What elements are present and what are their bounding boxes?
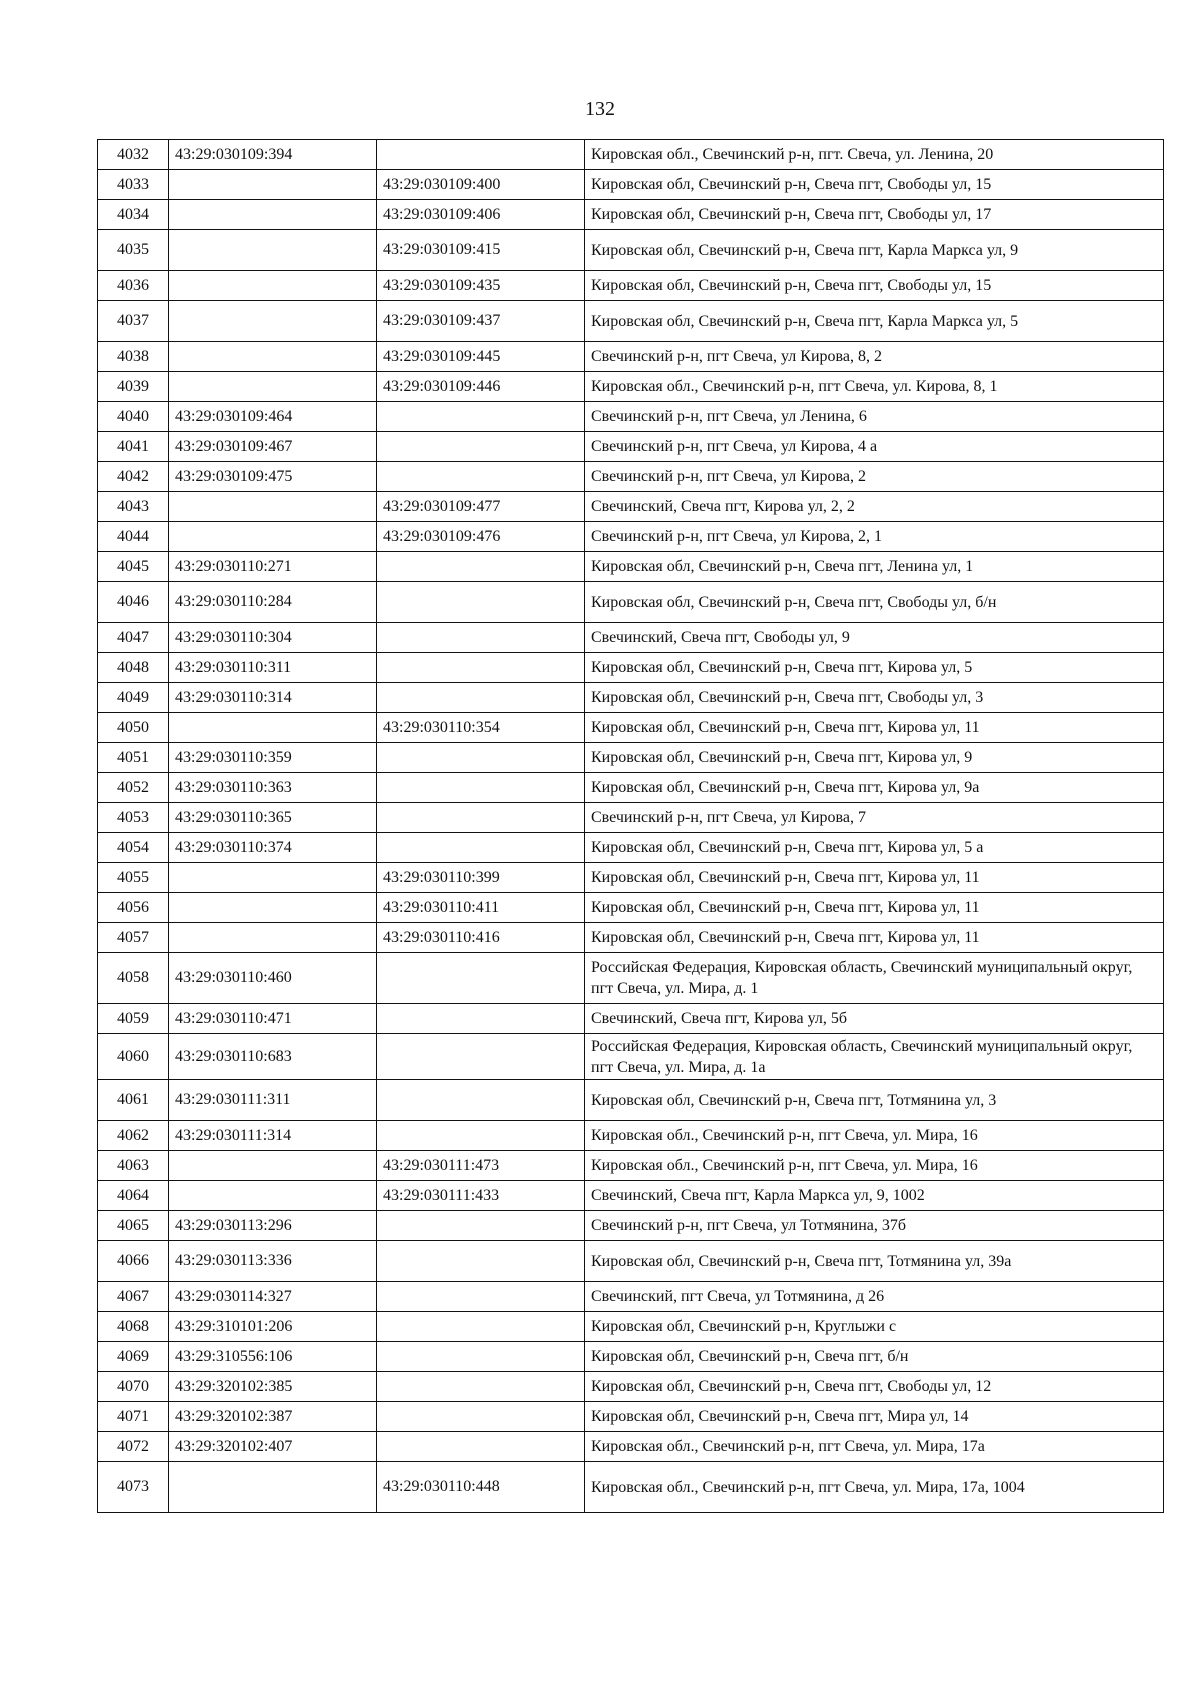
- table-row: [98, 522, 1164, 552]
- table-row: [98, 863, 1164, 893]
- row-number: 4046: [98, 582, 169, 623]
- table-row: [98, 462, 1164, 492]
- table-row: [98, 432, 1164, 462]
- address: Свечинский, Свеча пгт, Карла Маркса ул, 9, 1002: [585, 1181, 1164, 1211]
- address: Кировская обл, Свечинский р-н, Свеча пгт, Свободы ул, 3: [585, 683, 1164, 713]
- address: Кировская обл, Свечинский р-н, Свеча пгт, Тотмянина ул, 39а: [585, 1241, 1164, 1282]
- related-cadastral-number: [377, 552, 585, 582]
- row-number: 4068: [98, 1312, 169, 1342]
- row-number: 4069: [98, 1342, 169, 1372]
- cadastral-number: [169, 372, 377, 402]
- cadastral-number: 43:29:030109:475: [169, 462, 377, 492]
- row-number: 4054: [98, 833, 169, 863]
- related-cadastral-number: [377, 1372, 585, 1402]
- row-number: 4032: [98, 140, 169, 170]
- address: Кировская обл, Свечинский р-н, Свеча пгт, Кирова ул, 11: [585, 923, 1164, 953]
- row-number: 4047: [98, 623, 169, 653]
- row-number: 4051: [98, 743, 169, 773]
- table-row: [98, 1241, 1164, 1282]
- cadastral-number: 43:29:030111:314: [169, 1121, 377, 1151]
- related-cadastral-number: [377, 1342, 585, 1372]
- address: Кировская обл, Свечинский р-н, Свеча пгт, Кирова ул, 5: [585, 653, 1164, 683]
- address: Российская Федерация, Кировская область, Свечинский муниципальный округ, пгт Свеча, ул. Мира, д. 1а: [585, 1034, 1164, 1080]
- related-cadastral-number: [377, 1004, 585, 1034]
- row-number: 4057: [98, 923, 169, 953]
- address: Свечинский, Свеча пгт, Свободы ул, 9: [585, 623, 1164, 653]
- related-cadastral-number: [377, 743, 585, 773]
- table-row: [98, 1080, 1164, 1121]
- related-cadastral-number: [377, 1402, 585, 1432]
- table-row: [98, 803, 1164, 833]
- cadastral-number: 43:29:030110:365: [169, 803, 377, 833]
- related-cadastral-number: 43:29:030109:437: [377, 301, 585, 342]
- related-cadastral-number: [377, 582, 585, 623]
- cadastral-number: 43:29:030114:327: [169, 1282, 377, 1312]
- table-row: [98, 230, 1164, 271]
- table-row: [98, 893, 1164, 923]
- row-number: 4062: [98, 1121, 169, 1151]
- address: Свечинский, пгт Свеча, ул Тотмянина, д 26: [585, 1282, 1164, 1312]
- table-row: [98, 402, 1164, 432]
- related-cadastral-number: 43:29:030109:477: [377, 492, 585, 522]
- related-cadastral-number: [377, 1034, 585, 1080]
- row-number: 4064: [98, 1181, 169, 1211]
- row-number: 4067: [98, 1282, 169, 1312]
- row-number: 4040: [98, 402, 169, 432]
- table-row: [98, 552, 1164, 582]
- table-row: [98, 1181, 1164, 1211]
- cadastral-number: 43:29:030113:336: [169, 1241, 377, 1282]
- row-number: 4072: [98, 1432, 169, 1462]
- table-row: [98, 271, 1164, 301]
- cadastral-number: 43:29:030109:394: [169, 140, 377, 170]
- related-cadastral-number: [377, 1080, 585, 1121]
- table-row: [98, 1312, 1164, 1342]
- cadastral-number: 43:29:030110:471: [169, 1004, 377, 1034]
- cadastral-number: 43:29:310101:206: [169, 1312, 377, 1342]
- address: Кировская обл., Свечинский р-н, пгт Свеча, ул. Мира, 16: [585, 1121, 1164, 1151]
- cadastral-number: [169, 893, 377, 923]
- address: Свечинский р-н, пгт Свеча, ул Кирова, 2, 1: [585, 522, 1164, 552]
- cadastral-number: 43:29:320102:385: [169, 1372, 377, 1402]
- cadastral-number: [169, 200, 377, 230]
- table-row: [98, 492, 1164, 522]
- address: Кировская обл, Свечинский р-н, Свеча пгт, б/н: [585, 1342, 1164, 1372]
- related-cadastral-number: 43:29:030111:433: [377, 1181, 585, 1211]
- related-cadastral-number: [377, 653, 585, 683]
- table-row: [98, 342, 1164, 372]
- row-number: 4061: [98, 1080, 169, 1121]
- cadastral-number: [169, 1462, 377, 1513]
- cadastral-number: [169, 301, 377, 342]
- address: Кировская обл, Свечинский р-н, Свеча пгт, Свободы ул, б/н: [585, 582, 1164, 623]
- row-number: 4053: [98, 803, 169, 833]
- table-row: [98, 1462, 1164, 1513]
- cadastral-number: 43:29:030110:374: [169, 833, 377, 863]
- related-cadastral-number: [377, 773, 585, 803]
- cadastral-number: 43:29:030110:311: [169, 653, 377, 683]
- table-row: [98, 200, 1164, 230]
- cadastral-number: [169, 713, 377, 743]
- address: Кировская обл, Свечинский р-н, Свеча пгт, Карла Маркса ул, 5: [585, 301, 1164, 342]
- row-number: 4055: [98, 863, 169, 893]
- cadastral-number: [169, 170, 377, 200]
- address: Кировская обл., Свечинский р-н, пгт Свеча, ул. Мира, 17а, 1004: [585, 1462, 1164, 1513]
- row-number: 4060: [98, 1034, 169, 1080]
- cadastral-number: [169, 492, 377, 522]
- cadastral-number: 43:29:030110:359: [169, 743, 377, 773]
- table-row: [98, 653, 1164, 683]
- row-number: 4048: [98, 653, 169, 683]
- related-cadastral-number: 43:29:030109:476: [377, 522, 585, 552]
- related-cadastral-number: 43:29:030109:445: [377, 342, 585, 372]
- table-row: [98, 623, 1164, 653]
- row-number: 4071: [98, 1402, 169, 1432]
- row-number: 4035: [98, 230, 169, 271]
- table-row: [98, 301, 1164, 342]
- property-registry-table: [97, 139, 1164, 1513]
- address: Кировская обл, Свечинский р-н, Свеча пгт, Свободы ул, 15: [585, 170, 1164, 200]
- cadastral-number: [169, 923, 377, 953]
- address: Кировская обл, Свечинский р-н, Свеча пгт, Кирова ул, 5 а: [585, 833, 1164, 863]
- related-cadastral-number: [377, 402, 585, 432]
- table-row: [98, 953, 1164, 1004]
- table-row: [98, 743, 1164, 773]
- address: Свечинский р-н, пгт Свеча, ул Тотмянина, 37б: [585, 1211, 1164, 1241]
- cadastral-number: [169, 271, 377, 301]
- related-cadastral-number: 43:29:030109:446: [377, 372, 585, 402]
- table-row: [98, 582, 1164, 623]
- address: Кировская обл., Свечинский р-н, пгт. Свеча, ул. Ленина, 20: [585, 140, 1164, 170]
- row-number: 4063: [98, 1151, 169, 1181]
- address: Свечинский, Свеча пгт, Кирова ул, 5б: [585, 1004, 1164, 1034]
- address: Кировская обл, Свечинский р-н, Свеча пгт, Свободы ул, 12: [585, 1372, 1164, 1402]
- related-cadastral-number: [377, 1282, 585, 1312]
- address: Свечинский р-н, пгт Свеча, ул Кирова, 2: [585, 462, 1164, 492]
- table-row: [98, 170, 1164, 200]
- row-number: 4044: [98, 522, 169, 552]
- related-cadastral-number: [377, 623, 585, 653]
- address: Кировская обл., Свечинский р-н, пгт Свеча, ул. Кирова, 8, 1: [585, 372, 1164, 402]
- cadastral-number: [169, 863, 377, 893]
- cadastral-number: 43:29:310556:106: [169, 1342, 377, 1372]
- related-cadastral-number: [377, 1241, 585, 1282]
- address: Кировская обл, Свечинский р-н, Свеча пгт, Тотмянина ул, 3: [585, 1080, 1164, 1121]
- address: Кировская обл., Свечинский р-н, пгт Свеча, ул. Мира, 16: [585, 1151, 1164, 1181]
- cadastral-number: 43:29:030109:464: [169, 402, 377, 432]
- related-cadastral-number: 43:29:030110:411: [377, 893, 585, 923]
- cadastral-number: [169, 1151, 377, 1181]
- address: Кировская обл, Свечинский р-н, Свеча пгт, Карла Маркса ул, 9: [585, 230, 1164, 271]
- table-row: [98, 1282, 1164, 1312]
- related-cadastral-number: 43:29:030110:416: [377, 923, 585, 953]
- related-cadastral-number: 43:29:030110:399: [377, 863, 585, 893]
- related-cadastral-number: [377, 1211, 585, 1241]
- related-cadastral-number: [377, 803, 585, 833]
- cadastral-number: [169, 522, 377, 552]
- row-number: 4041: [98, 432, 169, 462]
- cadastral-number: 43:29:320102:387: [169, 1402, 377, 1432]
- address: Кировская обл, Свечинский р-н, Свеча пгт, Свободы ул, 15: [585, 271, 1164, 301]
- cadastral-number: 43:29:320102:407: [169, 1432, 377, 1462]
- table-row: [98, 1372, 1164, 1402]
- row-number: 4058: [98, 953, 169, 1004]
- row-number: 4037: [98, 301, 169, 342]
- related-cadastral-number: [377, 683, 585, 713]
- table-row: [98, 140, 1164, 170]
- cadastral-number: [169, 230, 377, 271]
- row-number: 4066: [98, 1241, 169, 1282]
- related-cadastral-number: 43:29:030110:448: [377, 1462, 585, 1513]
- related-cadastral-number: 43:29:030109:435: [377, 271, 585, 301]
- related-cadastral-number: [377, 1432, 585, 1462]
- row-number: 4049: [98, 683, 169, 713]
- table-row: [98, 1342, 1164, 1372]
- row-number: 4038: [98, 342, 169, 372]
- cadastral-number: 43:29:030110:284: [169, 582, 377, 623]
- related-cadastral-number: 43:29:030109:415: [377, 230, 585, 271]
- table-row: [98, 1402, 1164, 1432]
- related-cadastral-number: [377, 1121, 585, 1151]
- row-number: 4045: [98, 552, 169, 582]
- table-row: [98, 1004, 1164, 1034]
- related-cadastral-number: 43:29:030109:406: [377, 200, 585, 230]
- cadastral-number: 43:29:030110:460: [169, 953, 377, 1004]
- row-number: 4033: [98, 170, 169, 200]
- row-number: 4070: [98, 1372, 169, 1402]
- address: Свечинский р-н, пгт Свеча, ул Кирова, 4 а: [585, 432, 1164, 462]
- cadastral-number: 43:29:030110:314: [169, 683, 377, 713]
- address: Кировская обл, Свечинский р-н, Свеча пгт, Мира ул, 14: [585, 1402, 1164, 1432]
- cadastral-number: 43:29:030110:304: [169, 623, 377, 653]
- row-number: 4034: [98, 200, 169, 230]
- cadastral-number: 43:29:030109:467: [169, 432, 377, 462]
- row-number: 4043: [98, 492, 169, 522]
- cadastral-number: 43:29:030110:363: [169, 773, 377, 803]
- row-number: 4059: [98, 1004, 169, 1034]
- related-cadastral-number: [377, 462, 585, 492]
- address: Кировская обл, Свечинский р-н, Свеча пгт, Кирова ул, 11: [585, 863, 1164, 893]
- address: Свечинский, Свеча пгт, Кирова ул, 2, 2: [585, 492, 1164, 522]
- row-number: 4052: [98, 773, 169, 803]
- related-cadastral-number: [377, 1312, 585, 1342]
- related-cadastral-number: [377, 953, 585, 1004]
- table-row: [98, 683, 1164, 713]
- cadastral-number: 43:29:030110:683: [169, 1034, 377, 1080]
- row-number: 4050: [98, 713, 169, 743]
- cadastral-number: 43:29:030111:311: [169, 1080, 377, 1121]
- related-cadastral-number: [377, 833, 585, 863]
- address: Кировская обл, Свечинский р-н, Свеча пгт, Кирова ул, 9: [585, 743, 1164, 773]
- address: Кировская обл, Свечинский р-н, Свеча пгт, Кирова ул, 11: [585, 713, 1164, 743]
- related-cadastral-number: 43:29:030109:400: [377, 170, 585, 200]
- row-number: 4036: [98, 271, 169, 301]
- address: Кировская обл, Свечинский р-н, Свеча пгт, Свободы ул, 17: [585, 200, 1164, 230]
- table-row: [98, 923, 1164, 953]
- table-row: [98, 713, 1164, 743]
- cadastral-number: [169, 1181, 377, 1211]
- table-row: [98, 1432, 1164, 1462]
- table-row: [98, 773, 1164, 803]
- table-row: [98, 1034, 1164, 1080]
- table-row: [98, 1211, 1164, 1241]
- address: Кировская обл, Свечинский р-н, Свеча пгт, Кирова ул, 11: [585, 893, 1164, 923]
- cadastral-number: 43:29:030110:271: [169, 552, 377, 582]
- address: Свечинский р-н, пгт Свеча, ул Ленина, 6: [585, 402, 1164, 432]
- table-row: [98, 1121, 1164, 1151]
- cadastral-number: [169, 342, 377, 372]
- table-row: [98, 372, 1164, 402]
- row-number: 4056: [98, 893, 169, 923]
- address: Кировская обл., Свечинский р-н, пгт Свеча, ул. Мира, 17а: [585, 1432, 1164, 1462]
- address: Кировская обл, Свечинский р-н, Круглыжи с: [585, 1312, 1164, 1342]
- related-cadastral-number: [377, 140, 585, 170]
- row-number: 4073: [98, 1462, 169, 1513]
- table-row: [98, 1151, 1164, 1181]
- related-cadastral-number: [377, 432, 585, 462]
- cadastral-number: 43:29:030113:296: [169, 1211, 377, 1241]
- page-number: 132: [585, 98, 615, 120]
- row-number: 4042: [98, 462, 169, 492]
- address: Свечинский р-н, пгт Свеча, ул Кирова, 7: [585, 803, 1164, 833]
- row-number: 4039: [98, 372, 169, 402]
- row-number: 4065: [98, 1211, 169, 1241]
- address: Кировская обл, Свечинский р-н, Свеча пгт, Кирова ул, 9а: [585, 773, 1164, 803]
- related-cadastral-number: 43:29:030110:354: [377, 713, 585, 743]
- table-row: [98, 833, 1164, 863]
- address: Российская Федерация, Кировская область, Свечинский муниципальный округ, пгт Свеча, ул. Мира, д. 1: [585, 953, 1164, 1004]
- related-cadastral-number: 43:29:030111:473: [377, 1151, 585, 1181]
- address: Свечинский р-н, пгт Свеча, ул Кирова, 8, 2: [585, 342, 1164, 372]
- address: Кировская обл, Свечинский р-н, Свеча пгт, Ленина ул, 1: [585, 552, 1164, 582]
